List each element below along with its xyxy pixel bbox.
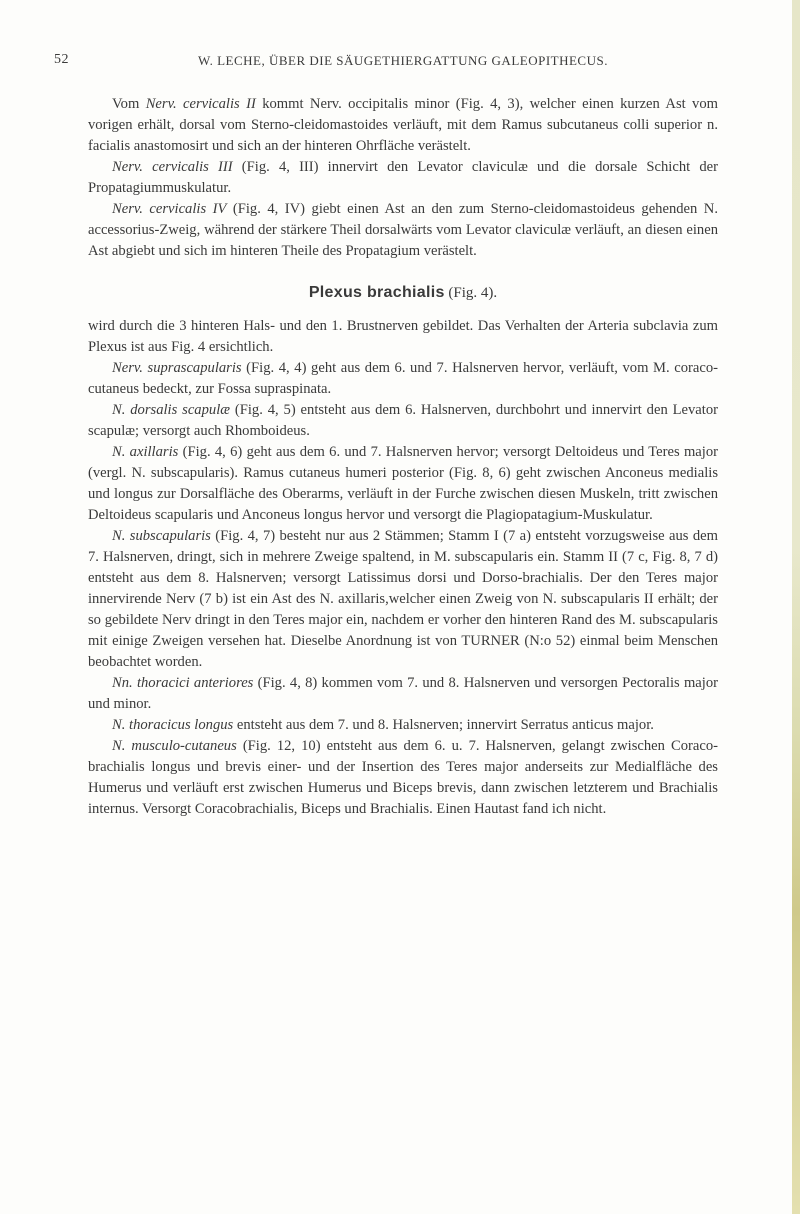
paragraph: Nerv. cervicalis III (Fig. 4, III) innervirt den Levator claviculæ und die dorsale Schicht der Propatagiummuskulatur.: [88, 159, 718, 196]
body-text: [88, 94, 718, 820]
paragraph: N. thoracicus longus entsteht aus dem 7. und 8. Halsnerven; innervirt Serratus anticus major.: [112, 717, 654, 733]
section-figure-ref: (Fig. 4).: [444, 285, 498, 301]
running-title: W. LECHE, ÜBER DIE SÄUGETHIERGATTUNG GALEOPITHECUS.: [198, 53, 608, 68]
page-header: [54, 52, 718, 72]
paragraph: N. dorsalis scapulæ (Fig. 4, 5) entsteht aus dem 6. Halsnerven, durchbohrt und innervirt den Levator scapulæ; versorgt auch Rhomboideus.: [88, 402, 718, 439]
page-number: 52: [54, 52, 69, 67]
paragraph: N. axillaris (Fig. 4, 6) geht aus dem 6. und 7. Halsnerven hervor; versorgt Deltoideus und Teres major (vergl. N. subscapularis). Ramus cutaneus humeri posterior (Fig. 8, 6) geht zwischen Anconeus medialis und longus zur Dorsalfläche des Oberarms, verläuft in der Furche zwischen diesen Muskeln, tritt zwischen Deltoideus scapularis und Anconeus longus hervor und versorgt die Plagiopatagium-Muskulatur.: [88, 444, 718, 523]
paragraph: Nerv. suprascapularis (Fig. 4, 4) geht aus dem 6. und 7. Halsnerven hervor, verläuft, vom M. coraco-cutaneus bedeckt, zur Fossa supraspinata.: [88, 360, 718, 397]
paragraph: Nn. thoracici anteriores (Fig. 4, 8) kommen vom 7. und 8. Halsnerven und versorgen Pectoralis major und minor.: [88, 675, 718, 712]
paragraph: N. musculo-cutaneus (Fig. 12, 10) entsteht aus dem 6. u. 7. Halsnerven, gelangt zwischen Coraco-brachialis longus und brevis einer- und der Insertion des Teres major anderseits zur Medialfläche des Humerus und verläuft erst zwischen Humerus und Biceps brevis, dann zwischen letzterem und Brachialis internus. Versorgt Coracobrachialis, Biceps und Brachialis. Einen Hautast fand ich nicht.: [88, 738, 718, 817]
paragraph: wird durch die 3 hinteren Hals- und den 1. Brustnerven gebildet. Das Verhalten der Arteria subclavia zum Plexus ist aus Fig. 4 ersichtlich.: [88, 318, 718, 355]
section-heading: [88, 282, 718, 304]
paragraph: Nerv. cervicalis IV (Fig. 4, IV) giebt einen Ast an den zum Sterno-cleidomastoideus gehenden N. accessorius-Zweig, während der stärkere Theil dorsalwärts vom Levator claviculæ verläuft, an diesen einen Ast abgiebt und sich im hinteren Theile des Propatagium verästelt.: [88, 201, 718, 259]
document-page: [54, 52, 718, 820]
paragraph: N. subscapularis (Fig. 4, 7) besteht nur aus 2 Stämmen; Stamm I (7 a) entsteht vorzugsweise aus dem 7. Halsnerven, dringt, sich in mehrere Zweige spaltend, in M. subscapularis ein. Stamm II (7 c, Fig. 8, 7 d) entsteht aus dem 8. Halsnerven; versorgt Latissimus dorsi und Dorso-brachialis. Der den Teres major innervirende Nerv (7 b) ist ein Ast des N. axillaris,welcher einen Zweig von N. subscapularis II erhält; der so gebildete Nerv dringt in den Teres major ein, nachdem er vorher den hinteren Rand des M. subscapularis mit einige Zweigen versehen hat. Dieselbe Anordnung ist von TURNER (N:o 52) einmal beim Menschen beobachtet worden.: [88, 528, 718, 670]
section-title: Plexus brachialis: [308, 284, 445, 301]
page-edge: [792, 0, 800, 1214]
paragraph: Vom Nerv. cervicalis II kommt Nerv. occipitalis minor (Fig. 4, 3), welcher einen kurzen Ast vom vorigen erhält, dorsal vom Sterno-cleidomastoides verläuft, mit dem Ramus subcutaneus colli superior n. facialis anastomosirt und sich an der hinteren Ohrfläche verästelt.: [88, 96, 718, 154]
